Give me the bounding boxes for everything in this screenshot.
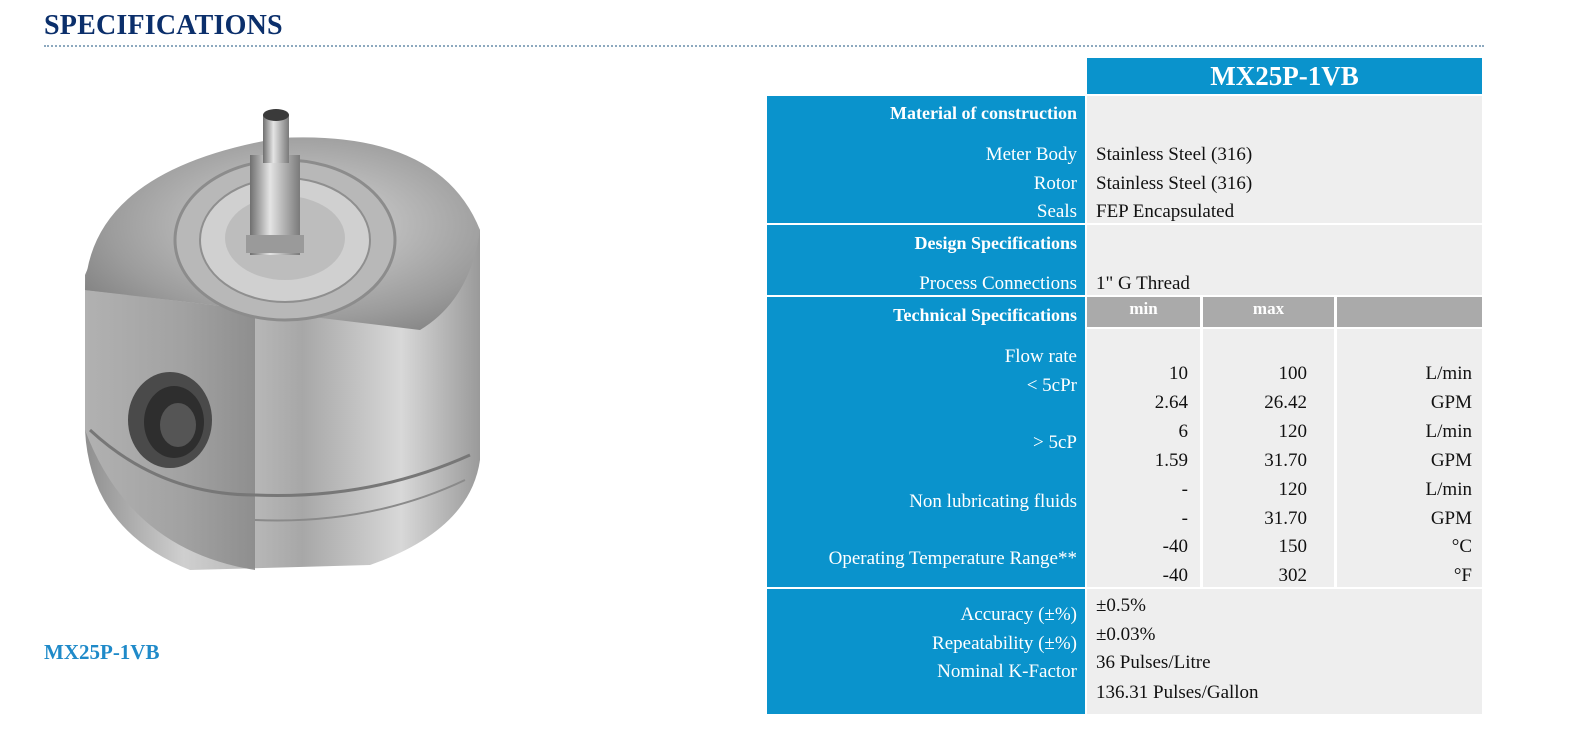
unit-value: GPM — [1430, 392, 1472, 413]
value-meter-body: Stainless Steel (316) — [1096, 144, 1253, 165]
min-value: -40 — [1162, 565, 1188, 586]
max-value: 31.70 — [1264, 450, 1307, 471]
label-non-lubricating: Non lubricating fluids — [909, 491, 1077, 512]
unit-value: L/min — [1425, 363, 1472, 384]
label-high-viscosity: > 5cP — [1033, 432, 1077, 453]
column-header-min: min — [1087, 297, 1200, 327]
value-process-connections: 1" G Thread — [1096, 273, 1190, 294]
unit-value: °F — [1453, 565, 1472, 586]
label-seals: Seals — [1036, 201, 1077, 222]
value-k-factor-gallon: 136.31 Pulses/Gallon — [1096, 682, 1259, 703]
label-meter-body: Meter Body — [985, 144, 1077, 165]
min-value: 6 — [1178, 421, 1188, 442]
design-heading: Design Specifications — [914, 233, 1077, 253]
value-accuracy: ±0.5% — [1096, 595, 1147, 616]
unit-value: GPM — [1430, 508, 1472, 529]
performance-value-column — [1087, 589, 1482, 714]
min-value: -40 — [1162, 536, 1188, 557]
title-divider — [44, 45, 1484, 47]
technical-label-column — [767, 297, 1085, 587]
performance-label-column — [767, 589, 1085, 714]
spec-table — [767, 58, 1482, 724]
column-header-unit — [1337, 297, 1482, 327]
unit-value: GPM — [1430, 450, 1472, 471]
unit-column — [1337, 329, 1482, 587]
min-value: 1.59 — [1154, 450, 1188, 471]
min-value: - — [1181, 479, 1188, 500]
value-repeatability: ±0.03% — [1096, 624, 1156, 645]
technical-heading: Technical Specifications — [893, 305, 1077, 325]
label-flow-rate: Flow rate — [1004, 346, 1077, 367]
product-image — [70, 100, 500, 580]
product-caption: MX25P-1VB — [44, 640, 160, 664]
label-low-viscosity: < 5cPr — [1026, 375, 1077, 396]
min-value: - — [1181, 508, 1188, 529]
model-header: MX25P-1VB — [1087, 58, 1482, 94]
material-value-column — [1087, 96, 1482, 223]
max-value: 150 — [1278, 536, 1307, 557]
max-value: 120 — [1278, 479, 1307, 500]
value-k-factor-litre: 36 Pulses/Litre — [1096, 652, 1211, 673]
min-column — [1087, 329, 1200, 587]
design-label-column — [767, 225, 1085, 295]
label-repeatability: Repeatability (±%) — [932, 633, 1077, 654]
label-process-connections: Process Connections — [919, 273, 1077, 294]
unit-value: L/min — [1425, 421, 1472, 442]
max-value: 302 — [1278, 565, 1307, 586]
label-temperature-range: Operating Temperature Range** — [828, 548, 1077, 569]
max-value: 31.70 — [1264, 508, 1307, 529]
value-seals: FEP Encapsulated — [1096, 201, 1235, 222]
max-value: 120 — [1278, 421, 1307, 442]
column-header-max: max — [1203, 297, 1334, 327]
design-value-column — [1087, 225, 1482, 295]
label-rotor: Rotor — [1033, 173, 1077, 194]
min-value: 2.64 — [1154, 392, 1188, 413]
unit-value: °C — [1451, 536, 1472, 557]
label-accuracy: Accuracy (±%) — [960, 604, 1077, 625]
material-heading: Material of construction — [890, 103, 1077, 123]
material-label-column — [767, 96, 1085, 223]
page-title: SPECIFICATIONS — [44, 10, 283, 41]
max-value: 26.42 — [1264, 392, 1307, 413]
max-value: 100 — [1278, 363, 1307, 384]
unit-value: L/min — [1425, 479, 1472, 500]
label-k-factor: Nominal K-Factor — [937, 661, 1077, 682]
value-rotor: Stainless Steel (316) — [1096, 173, 1253, 194]
max-column — [1203, 329, 1334, 587]
min-value: 10 — [1169, 363, 1188, 384]
